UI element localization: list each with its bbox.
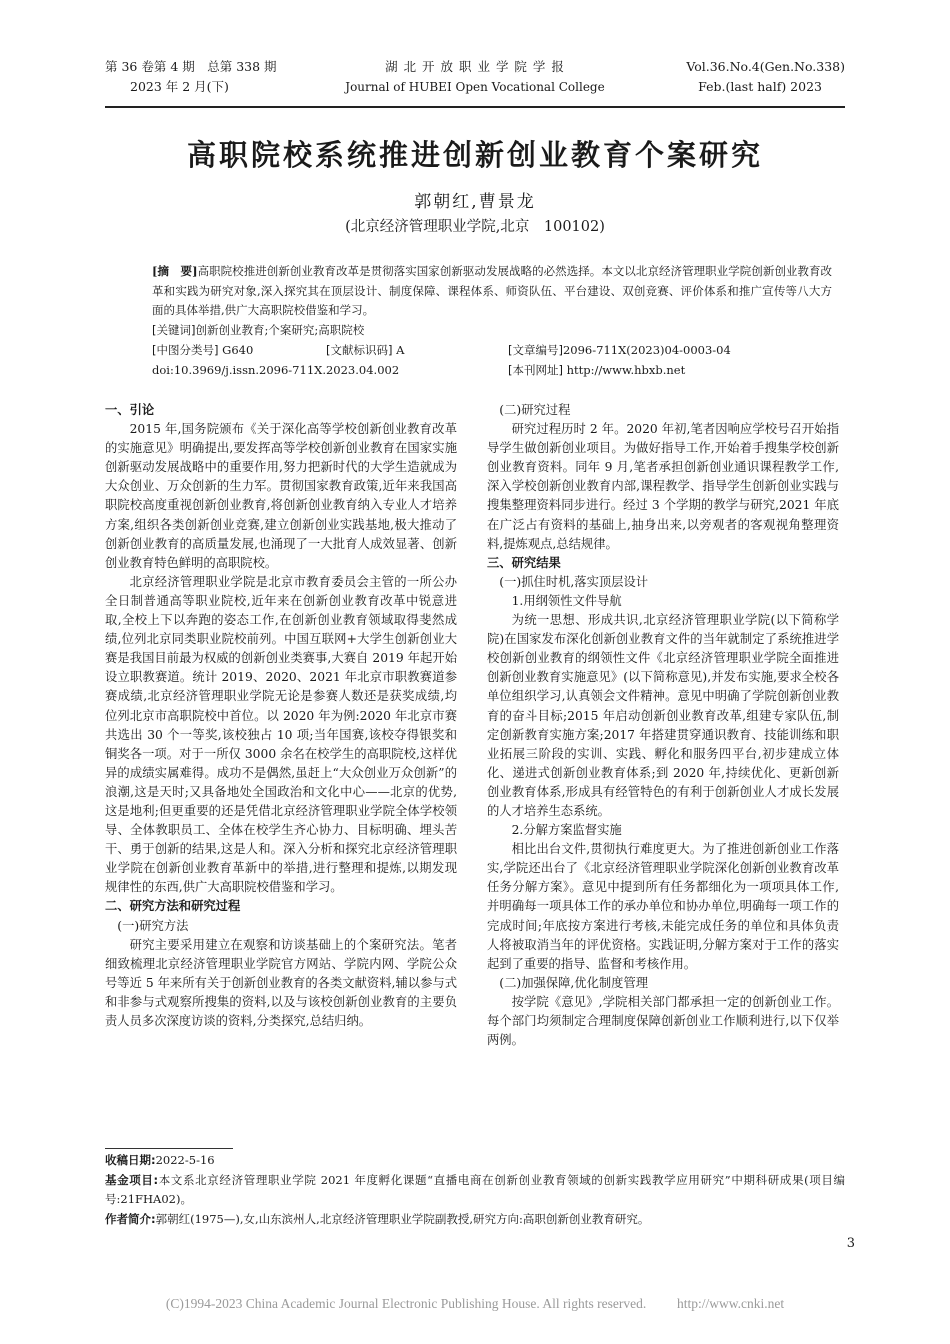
sub-subsection-heading: 2.分解方案监督实施 (511, 823, 622, 838)
section-heading: 三、研究结果 (487, 555, 561, 570)
paragraph: 按学院《意见》,学院相关部门都承担一定的创新创业工作。每个部门均须制定合理制度保障创新创业工作顺利进行,以下仅举两例。 (487, 994, 839, 1048)
paragraph: 相比出台文件,贯彻执行难度更大。为了推进创新创业工作落实,学院还出台了《北京经济管理职业学院深化创新创业教育改革任务分解方案》。意见中提到所有任务都细化为一项项具体工作,并明确每一项具体工作的承办单位和协办单位,明确每一项工作的完成时间;年底按方案进行考核,未能完成任务的单位和具体负责人将被取消当年的评优资格。实践证明,分解方案对于工作的落实起到了重要的指导、监督和考核作用。 (487, 842, 839, 971)
section-heading: 一、引论 (105, 403, 155, 417)
keywords-label: [关键词] (152, 323, 196, 337)
header-journal-en: Journal of HUBEI Open Vocational College (345, 80, 605, 94)
doc-code-value: A (396, 343, 405, 357)
watermark-copyright: (C)1994-2023 China Academic Journal Electronic Publishing House. All rights reserved. (165, 1296, 647, 1311)
paragraph: 研究主要采用建立在观察和访谈基础上的个案研究法。笔者细致梳理北京经济管理职业学院官方网站、学院内网、学院公众号等近 5 年来所有关于创新创业教育的各类文献资料,辅以参与式和非参与式观察所搜集的资料,以及与该校创新创业教育的主要负责人员多次深度访谈的资料,分类探究,总结归纳。 (105, 937, 457, 1028)
paragraph: 北京经济管理职业学院是北京市教育委员会主管的一所公办全日制普通高等职业院校,近年来在创新创业教育改革中锐意进取,全校上下以奔跑的姿态工作,在创新创业教育领域取得斐然成绩,位列北京同类职业院校前列。中国互联网+大学生创新创业大赛是我国目前最为权威的创新创业类赛事,大赛自 2019 年起开始设立职教赛道。统计 2019、2020、2021 年北京市职教赛道参赛成绩,北京经济管理职业学院无论是参赛人数还是获奖成绩,均位列北京市高职院校中首位。以 2020 年为例:2020 年北京市赛共选出 30 个一等奖,该校独占 10 项;当年国赛,该校夺得银奖和铜奖各一项。对于一所仅 3000 余名在校学生的高职院校,这样优异的成绩实属难得。成功不是偶然,虽赶上“大众创业万众创新”的浪潮,这是天时;又具备地处全国政治和文化中心——北京的优势,这是地利;但更重要的还是凭借北京经济管理职业学院全体学校领导、全体教职员工、全体在校学生齐心协力、目标明确、埋头苦干、勇于创新的结果,这是人和。深入分析和探究北京经济管理职业学院在创新创业教育革新中的举措,进行整理和提炼,以期发现规律性的东西,供广大高职院校借鉴和学习。 (105, 574, 457, 895)
website (508, 361, 685, 381)
subsection-heading: (二)加强保障,优化制度管理 (499, 975, 649, 990)
article-no-label: [文章编号] (508, 343, 563, 357)
keywords-text: 创新创业教育;个案研究;高职院校 (195, 323, 365, 337)
subsection-heading: (二)研究过程 (499, 403, 571, 417)
subsection-heading: (一)研究方法 (117, 918, 189, 933)
footnote-fund (105, 1171, 845, 1210)
website-link[interactable]: http://www.hbxb.net (566, 363, 686, 377)
sub-subsection-heading: 1.用纲领性文件导航 (511, 593, 622, 608)
clc (152, 341, 253, 361)
fund-text: 本文系北京经济管理职业学院 2021 年度孵化课题“直播电商在创新创业教育领域的创新实践教学应用研究”中期科研成果(项目编号:21FHA02)。 (105, 1172, 845, 1207)
body-right-column (487, 401, 839, 1050)
abstract-label: [摘 要] (152, 264, 198, 278)
author-text: 郭朝红(1975—),女,山东滨州人,北京经济管理职业学院副教授,研究方向:高职创新创业教育研究。 (155, 1211, 650, 1226)
author-label: 作者简介: (105, 1211, 156, 1226)
footnotes (105, 1151, 845, 1229)
abstract (152, 262, 832, 321)
footnote-rule (105, 1148, 233, 1149)
subsection-heading: (一)抓住时机,落实顶层设计 (499, 574, 649, 589)
paragraph: 2015 年,国务院颁布《关于深化高等学校创新创业教育改革的实施意见》明确提出,要发挥高等学校创新创业教育在国家实施创新驱动发展战略中的重要作用,努力把新时代的大学生造就成为大众创业、万众创新的生力军。贯彻国家教育政策,近年来我国高职院校高度重视创新创业教育,将创新创业教育纳入专业人才培养方案,组织各类创新创业竞赛,建立创新创业实践基地,极大推动了创新创业教育的高质量发展,也涌现了一大批育人成效显著、创新创业教育特色鲜明的高职院校。 (105, 422, 457, 570)
paragraph: 为统一思想、形成共识,北京经济管理职业学院(以下简称学院)在国家发布深化创新创业教育文件的当年就制定了系统推进学校创新创业教育的纲领性文件《北京经济管理职业学院全面推进创新创业教育实施意见》(以下简称意见),并发布实施,要求全校各单位组织学习,认真领会文件精神。意见中明确了学院创新创业教育的奋斗目标;2015 年启动创新创业教育改革,组建专家队伍,制定创新教育实施方案;2017 年搭建贯穿通识教育、技能训练和职业拓展三阶段的实训、实践、孵化和服务四平台,初步建成立体化、递进式创新创业教育体系;到 2020 年,持续优化、更新创新创业教育体系,形成具有经管特色的有利于创新创业人才成长发展的人才培养生态系统。 (487, 613, 839, 818)
affiliation: (北京经济管理职业学院,北京 100102) (345, 219, 605, 235)
article-no-value: 2096-711X(2023)04-0003-04 (562, 343, 731, 357)
footnote-author (105, 1210, 845, 1230)
paper-title: 高职院校系统推进创新创业教育个案研究 (186, 138, 763, 172)
footnote-received (105, 1151, 845, 1171)
section-heading: 二、研究方法和研究过程 (105, 899, 241, 914)
website-label: [本刊网址] (508, 363, 563, 377)
article-no (508, 341, 731, 361)
header-journal-cn: 湖 北 开 放 职 业 学 院 学 报 (385, 59, 565, 74)
clc-value: G640 (222, 343, 254, 357)
fund-label: 基金项目: (105, 1172, 159, 1187)
clc-label: [中图分类号] (152, 343, 219, 357)
doi: doi:10.3969/j.issn.2096-711X.2023.04.002 (152, 363, 400, 377)
abstract-text: 高职院校推进创新创业教育改革是贯彻落实国家创新驱动发展战略的必然选择。本文以北京经济管理职业学院创新创业教育改革和实践为研究对象,深入探究其在顶层设计、制度保障、课程体系、师资队伍、平台建设、双创竞赛、评价体系和推广宣传等八大方面的具体举措,供广大高职院校借鉴和学习。 (152, 264, 832, 317)
paragraph: 研究过程历时 2 年。2020 年初,笔者因响应学校号召开始指导学生做创新创业项目。为做好指导工作,开始着手搜集学校创新创业教育资料。同年 9 月,笔者承担创新创业通识课程教学工作,深入学校创新创业教育内部,课程教学、指导学生创新创业实践与搜集整理资料同步进行。经过 3 个学期的教学与研究,2021 年底在广泛占有资料的基础上,抽身出来,以旁观者的客观视角整理资料,提炼观点,总结规律。 (487, 422, 839, 551)
received-label: 收稿日期: (105, 1153, 156, 1167)
watermark-url[interactable]: http://www.cnki.net (676, 1296, 785, 1311)
header-date-en: Feb.(last half) 2023 (698, 79, 822, 94)
keywords (152, 321, 364, 341)
header-volume-issue: 第 36 卷第 4 期 总第 338 期 (105, 59, 277, 74)
received-date: 2022-5-16 (155, 1153, 215, 1167)
header-date: 2023 年 2 月(下) (130, 79, 229, 94)
page-number: 3 (846, 1236, 855, 1251)
header-vol-en: Vol.36.No.4(Gen.No.338) (686, 59, 845, 74)
header-rule (105, 106, 845, 108)
doc-code-label: [文献标识码] (326, 343, 393, 357)
authors: 郭朝红,曹景龙 (414, 192, 536, 212)
cnki-watermark (0, 1296, 950, 1312)
doc-code (326, 341, 404, 361)
body-left-column (105, 401, 457, 1031)
